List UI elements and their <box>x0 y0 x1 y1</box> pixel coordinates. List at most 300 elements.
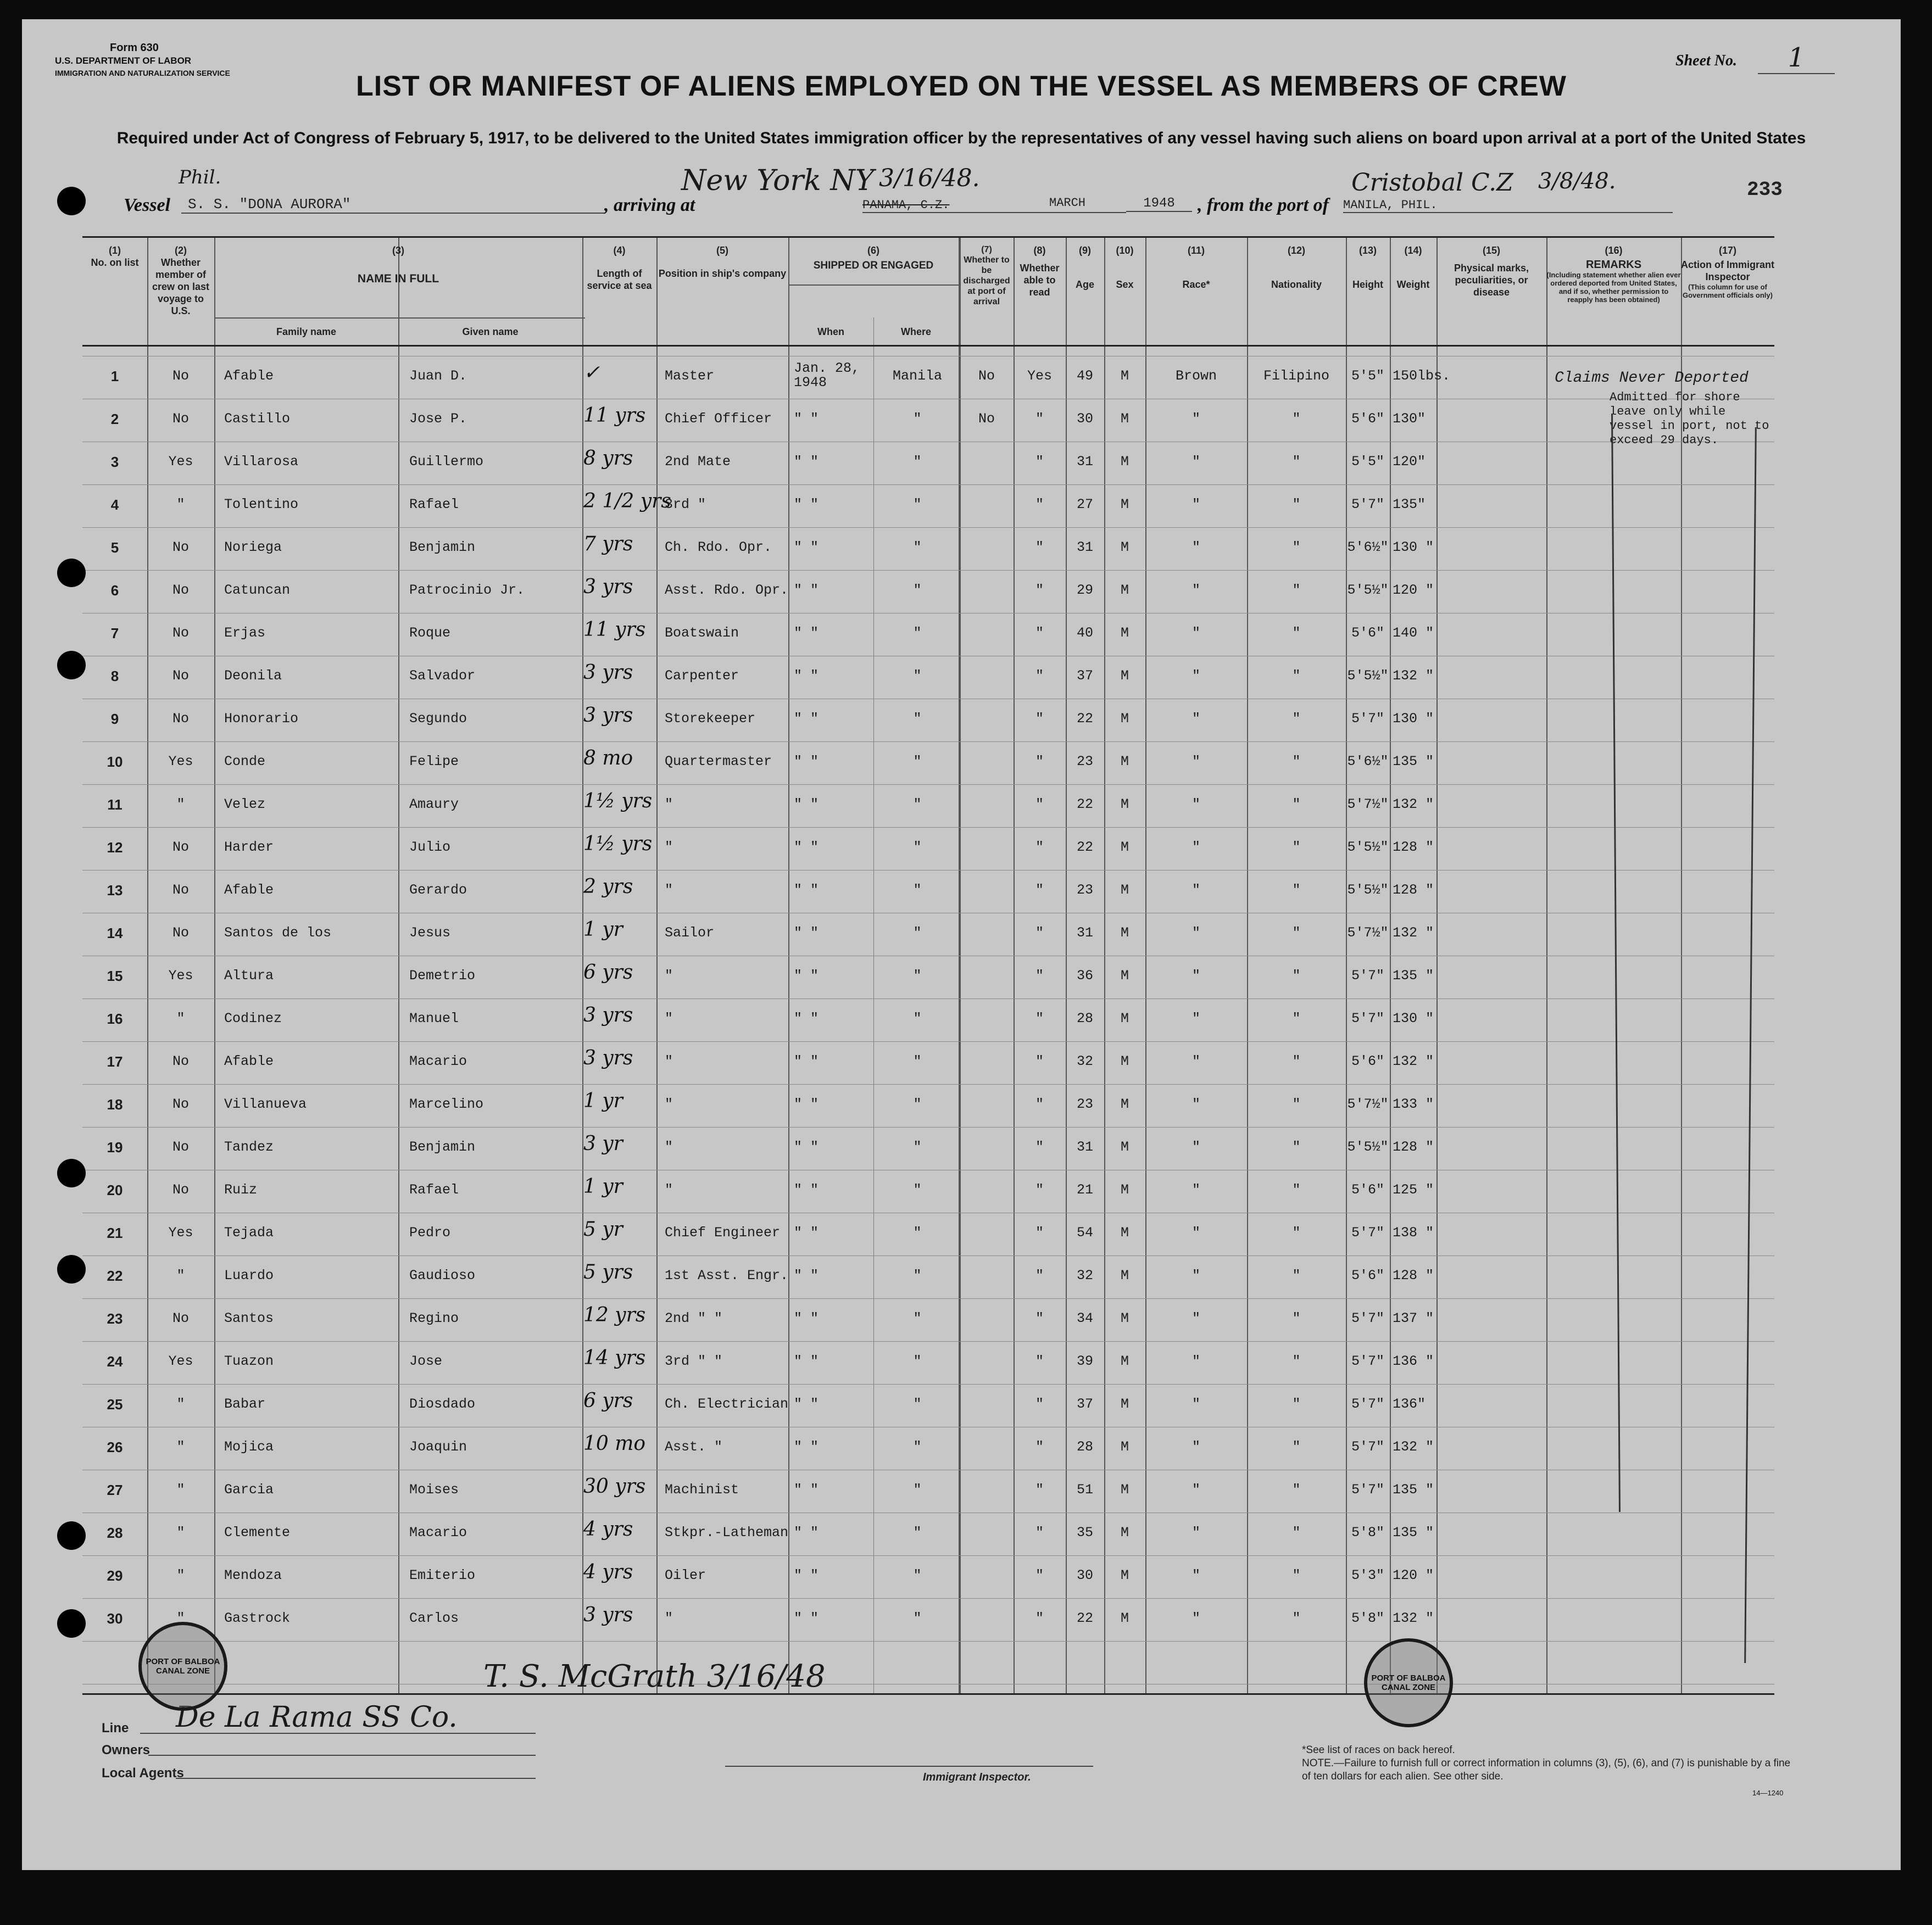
table-row <box>82 1384 1774 1427</box>
cell-nat: " <box>1292 796 1301 812</box>
cell-weight: 135 " <box>1393 1525 1434 1541</box>
cell-family: Deonila <box>224 668 282 684</box>
col-9-label: Age <box>1075 279 1094 290</box>
cell-prev: " <box>176 1396 185 1412</box>
table-row <box>82 656 1774 699</box>
cell-svc: 11 yrs <box>583 404 646 427</box>
cell-read: " <box>1035 454 1044 470</box>
cell-pos: Asst. " <box>665 1439 723 1455</box>
arrival-year: 1948 <box>1126 196 1192 212</box>
cell-where: " <box>913 1096 922 1112</box>
arrival-date-hand: 3/16/48. <box>879 164 980 192</box>
department-name: U.S. DEPARTMENT OF LABOR <box>55 55 192 66</box>
cell-given: Demetrio <box>409 968 476 984</box>
cell-given: Juan D. <box>409 368 467 384</box>
cell-height: 5'8" <box>1351 1610 1384 1626</box>
cell-nat: " <box>1292 1268 1301 1284</box>
cell-read: " <box>1035 539 1044 555</box>
cell-weight: 138 " <box>1393 1225 1434 1241</box>
col-12-label: Nationality <box>1271 279 1322 290</box>
cell-weight: 130 " <box>1393 1011 1434 1026</box>
cell-family: Ruiz <box>224 1182 258 1198</box>
table-row <box>82 527 1774 570</box>
cell-family: Mendoza <box>224 1567 282 1583</box>
cell-prev: No <box>172 668 189 684</box>
col-16-number: (16) <box>1605 245 1623 256</box>
cell-when: Jan. 28, 1948 <box>794 360 860 390</box>
cell-where: " <box>913 1525 922 1541</box>
cell-svc: 6 yrs <box>583 961 633 984</box>
cell-given: Regino <box>409 1310 459 1326</box>
cell-pos: Oiler <box>665 1567 706 1583</box>
cell-nat: " <box>1292 1525 1301 1541</box>
cell-height: 5'5½" <box>1347 839 1389 855</box>
cell-when: " " <box>794 1482 819 1498</box>
cell-given: Felipe <box>409 754 459 769</box>
cell-read: " <box>1035 582 1044 598</box>
arriving-label: , arriving at <box>604 195 695 215</box>
cell-pos: Ch. Electrician <box>665 1396 789 1412</box>
cell-family: Luardo <box>224 1268 274 1284</box>
cell-read: " <box>1035 1182 1044 1198</box>
cell-age: 31 <box>1076 925 1093 941</box>
cell-sex: M <box>1120 496 1129 512</box>
cell-where: " <box>913 1139 922 1155</box>
cell-read: " <box>1035 839 1044 855</box>
cell-prev: No <box>172 1053 189 1069</box>
cell-race: " <box>1192 1396 1200 1412</box>
cell-height: 5'7" <box>1351 1310 1384 1326</box>
cell-sex: M <box>1120 1482 1129 1498</box>
table-row <box>82 570 1774 613</box>
cell-nat: " <box>1292 882 1301 898</box>
cell-prev: Yes <box>168 454 193 470</box>
cell-age: 28 <box>1076 1011 1093 1026</box>
cell-weight: 130 " <box>1393 711 1434 727</box>
cell-given: Moises <box>409 1482 459 1498</box>
cell-when: " " <box>794 1268 819 1284</box>
cell-svc: 8 mo <box>583 747 633 769</box>
col-16-note: (Including statement whether alien ever ordered deported from United States, and if so, whether permission to reapply has been obtained) <box>1546 271 1681 304</box>
cell-height: 5'5½" <box>1347 1139 1389 1155</box>
owners-underline <box>148 1755 536 1756</box>
col-6-when-header: When <box>817 326 844 337</box>
cell-given: Rafael <box>409 496 459 512</box>
cell-disch: No <box>978 368 995 384</box>
cell-no: 23 <box>107 1310 123 1327</box>
cell-height: 5'7½" <box>1347 925 1389 941</box>
cell-family: Catuncan <box>224 582 291 598</box>
cell-nat: " <box>1292 1225 1301 1241</box>
cell-weight: 136" <box>1393 1396 1426 1412</box>
cell-no: 6 <box>110 582 119 599</box>
cell-family: Noriega <box>224 539 282 555</box>
inspector-label: Immigrant Inspector. <box>923 1771 1031 1783</box>
cell-no: 25 <box>107 1396 123 1413</box>
cell-where: " <box>913 1610 922 1626</box>
cell-given: Roque <box>409 625 451 641</box>
cell-prev: No <box>172 1096 189 1112</box>
cell-svc: 4 yrs <box>583 1561 633 1583</box>
cell-sex: M <box>1120 1011 1129 1026</box>
cell-height: 5'6" <box>1351 1268 1384 1284</box>
table-row <box>82 784 1774 827</box>
sheet-no-value: 1 <box>1758 42 1835 74</box>
col-11-label: Race* <box>1182 279 1210 290</box>
cell-given: Benjamin <box>409 1139 476 1155</box>
punch-hole <box>57 1609 86 1638</box>
cell-given: Jesus <box>409 925 451 941</box>
col-5-number: (5) <box>716 245 728 256</box>
cell-given: Macario <box>409 1525 467 1541</box>
punch-hole <box>57 187 86 215</box>
cell-family: Harder <box>224 839 274 855</box>
col-6-label: SHIPPED OR ENGAGED <box>813 260 934 271</box>
cell-prev: No <box>172 582 189 598</box>
cell-pos: Storekeeper <box>665 711 756 727</box>
cell-nat: " <box>1292 625 1301 641</box>
table-row <box>82 1513 1774 1555</box>
cell-height: 5'7" <box>1351 1225 1384 1241</box>
remarks-typed: Admitted for shore leave only while vessel in port, not to exceed 29 days. <box>1610 390 1769 447</box>
cell-no: 29 <box>107 1567 123 1584</box>
cell-no: 24 <box>107 1353 123 1370</box>
cell-pos: " <box>665 1182 673 1198</box>
cell-age: 29 <box>1076 582 1093 598</box>
cell-no: 5 <box>110 539 119 556</box>
cell-weight: 130 " <box>1393 539 1434 555</box>
cell-prev: Yes <box>168 1353 193 1369</box>
cell-weight: 135 " <box>1393 754 1434 769</box>
cell-when: " " <box>794 882 819 898</box>
cell-where: " <box>913 796 922 812</box>
cell-nat: " <box>1292 968 1301 984</box>
cell-no: 9 <box>110 711 119 727</box>
cell-weight: 120 " <box>1393 582 1434 598</box>
cell-when: " " <box>794 1396 819 1412</box>
cell-pos: 3rd " <box>665 496 706 512</box>
cell-prev: " <box>176 1482 185 1498</box>
col-4-number: (4) <box>613 245 626 256</box>
line-handwritten: De La Rama SS Co. <box>176 1701 458 1734</box>
cell-height: 5'7" <box>1351 1439 1384 1455</box>
manifest-sheet <box>22 19 1901 1870</box>
cell-age: 54 <box>1076 1225 1093 1241</box>
cell-nat: " <box>1292 1482 1301 1498</box>
cell-race: " <box>1192 1053 1200 1069</box>
cell-svc: 10 mo <box>583 1432 646 1455</box>
punch-hole <box>57 559 86 587</box>
cell-when: " " <box>794 754 819 769</box>
cell-race: " <box>1192 454 1200 470</box>
crew-table <box>82 236 1774 1695</box>
cell-weight: 125 " <box>1393 1182 1434 1198</box>
vessel-name: S. S. "DONA AURORA" <box>181 196 605 214</box>
cell-where: " <box>913 1268 922 1284</box>
cell-where: " <box>913 1396 922 1412</box>
cell-family: Honorario <box>224 711 299 727</box>
table-row <box>82 399 1774 442</box>
cell-read: " <box>1035 882 1044 898</box>
cell-race: " <box>1192 1353 1200 1369</box>
cell-svc: 5 yr <box>583 1218 623 1241</box>
cell-when: " " <box>794 711 819 727</box>
table-row <box>82 956 1774 998</box>
cell-age: 22 <box>1076 1610 1093 1626</box>
cell-pos: Master <box>665 368 715 384</box>
cell-race: " <box>1192 1225 1200 1241</box>
cell-race: " <box>1192 925 1200 941</box>
col-17-label: Action of Immigrant Inspector <box>1681 259 1774 282</box>
vessel-note: Phil. <box>179 166 221 188</box>
cell-pos: " <box>665 1011 673 1026</box>
col-10-label: Sex <box>1116 279 1134 290</box>
remarks-handwritten: Claims Never Deported <box>1555 370 1749 387</box>
cell-given: Benjamin <box>409 539 476 555</box>
cell-pos: " <box>665 839 673 855</box>
cell-race: " <box>1192 839 1200 855</box>
col-14-label: Weight <box>1396 279 1430 290</box>
row-rule <box>82 1641 1774 1642</box>
cell-given: Emiterio <box>409 1567 476 1583</box>
cell-given: Manuel <box>409 1011 459 1026</box>
col-8-label: Whether able to read <box>1020 263 1060 298</box>
cell-race: " <box>1192 968 1200 984</box>
cell-nat: " <box>1292 754 1301 769</box>
cell-where: " <box>913 411 922 427</box>
cell-age: 40 <box>1076 625 1093 641</box>
cell-when: " " <box>794 796 819 812</box>
cell-read: " <box>1035 1096 1044 1112</box>
cell-no: 16 <box>107 1011 123 1027</box>
arriving-port-hand: New York NY <box>681 164 875 197</box>
cell-weight: 128 " <box>1393 1139 1434 1155</box>
from-port-typed: MANILA, PHIL. <box>1343 198 1673 213</box>
cell-no: 21 <box>107 1225 123 1241</box>
cell-given: Segundo <box>409 711 467 727</box>
cell-prev: " <box>176 1268 185 1284</box>
col-15-number: (15) <box>1482 245 1500 256</box>
cell-age: 30 <box>1076 411 1093 427</box>
inspector-signature: T. S. McGrath 3/16/48 <box>483 1659 826 1694</box>
col-15-label: Physical marks, peculiarities, or disease <box>1454 263 1529 298</box>
cell-given: Diosdado <box>409 1396 476 1412</box>
punch-hole <box>57 1255 86 1284</box>
cell-sex: M <box>1120 754 1129 769</box>
cell-prev: Yes <box>168 754 193 769</box>
cell-svc: 30 yrs <box>583 1475 646 1498</box>
cell-family: Mojica <box>224 1439 274 1455</box>
cell-given: Jose <box>409 1353 443 1369</box>
cell-family: Santos <box>224 1310 274 1326</box>
cell-family: Garcia <box>224 1482 274 1498</box>
cell-no: 12 <box>107 839 123 856</box>
cell-family: Erjas <box>224 625 266 641</box>
table-row <box>82 870 1774 913</box>
cell-height: 5'6" <box>1351 1182 1384 1198</box>
cell-read: " <box>1035 1053 1044 1069</box>
cell-age: 30 <box>1076 1567 1093 1583</box>
cell-race: " <box>1192 1182 1200 1198</box>
cell-nat: " <box>1292 1011 1301 1026</box>
form-number: Form 630 <box>110 42 159 54</box>
cell-no: 27 <box>107 1482 123 1498</box>
table-row <box>82 1127 1774 1170</box>
cell-where: " <box>913 496 922 512</box>
cell-prev: No <box>172 1139 189 1155</box>
col-14-number: (14) <box>1404 245 1422 256</box>
cell-sex: M <box>1120 1310 1129 1326</box>
cell-weight: 130" <box>1393 411 1426 427</box>
cell-no: 17 <box>107 1053 123 1070</box>
cell-where: " <box>913 1011 922 1026</box>
cell-family: Castillo <box>224 411 291 427</box>
cell-height: 5'5½" <box>1347 582 1389 598</box>
cell-pos: " <box>665 1610 673 1626</box>
cell-age: 32 <box>1076 1268 1093 1284</box>
cell-nat: " <box>1292 454 1301 470</box>
cell-sex: M <box>1120 1567 1129 1583</box>
cell-where: " <box>913 668 922 684</box>
cell-family: Altura <box>224 968 274 984</box>
cell-svc: 1½ yrs <box>583 833 653 855</box>
cell-sex: M <box>1120 625 1129 641</box>
cell-height: 5'6" <box>1351 1053 1384 1069</box>
cell-weight: 132 " <box>1393 1053 1434 1069</box>
cell-age: 36 <box>1076 968 1093 984</box>
col-7-label: Whether to be discharged at port of arrival <box>963 255 1010 306</box>
table-row <box>82 1256 1774 1298</box>
cell-age: 32 <box>1076 1053 1093 1069</box>
cell-when: " " <box>794 582 819 598</box>
cell-sex: M <box>1120 1525 1129 1541</box>
cell-nat: " <box>1292 711 1301 727</box>
cell-where: " <box>913 582 922 598</box>
table-row <box>82 913 1774 956</box>
cell-pos: Carpenter <box>665 668 739 684</box>
cell-nat: " <box>1292 1353 1301 1369</box>
cell-height: 5'5" <box>1351 454 1384 470</box>
cell-given: Marcelino <box>409 1096 484 1112</box>
cell-age: 27 <box>1076 496 1093 512</box>
cell-race: " <box>1192 1610 1200 1626</box>
cell-age: 22 <box>1076 839 1093 855</box>
table-row <box>82 1041 1774 1084</box>
col-13-label: Height <box>1352 279 1383 290</box>
cell-sex: M <box>1120 882 1129 898</box>
cell-where: Manila <box>892 368 942 384</box>
cell-age: 37 <box>1076 668 1093 684</box>
cell-nat: " <box>1292 1310 1301 1326</box>
cell-given: Carlos <box>409 1610 459 1626</box>
cell-weight: 132 " <box>1393 668 1434 684</box>
cell-weight: 128 " <box>1393 839 1434 855</box>
table-row <box>82 1084 1774 1127</box>
cell-prev: " <box>176 1567 185 1583</box>
cell-prev: " <box>176 1525 185 1541</box>
cell-read: " <box>1035 711 1044 727</box>
cell-read: " <box>1035 411 1044 427</box>
cell-sex: M <box>1120 1268 1129 1284</box>
cell-sex: M <box>1120 968 1129 984</box>
col-5-label: Position in ship's company <box>658 268 787 279</box>
print-code: 14—1240 <box>1752 1789 1784 1797</box>
page-code: 233 <box>1747 178 1783 201</box>
cell-race: " <box>1192 582 1200 598</box>
cell-family: Codinez <box>224 1011 282 1026</box>
cell-read: " <box>1035 496 1044 512</box>
cell-no: 26 <box>107 1439 123 1455</box>
punch-hole <box>57 651 86 679</box>
cell-age: 22 <box>1076 796 1093 812</box>
cell-height: 5'3" <box>1351 1567 1384 1583</box>
cell-sex: M <box>1120 1053 1129 1069</box>
cell-no: 3 <box>110 454 119 470</box>
cell-race: " <box>1192 1139 1200 1155</box>
cell-read: " <box>1035 1439 1044 1455</box>
cell-family: Afable <box>224 882 274 898</box>
cell-svc: 3 yrs <box>583 576 633 598</box>
cell-when: " " <box>794 668 819 684</box>
cell-where: " <box>913 1053 922 1069</box>
cell-race: " <box>1192 754 1200 769</box>
cell-read: " <box>1035 1567 1044 1583</box>
cell-no: 2 <box>110 411 119 427</box>
cell-family: Villanueva <box>224 1096 307 1112</box>
cell-age: 28 <box>1076 1439 1093 1455</box>
col-2-number: (2) <box>175 245 187 256</box>
cell-svc: 2 yrs <box>583 875 633 898</box>
cell-where: " <box>913 1182 922 1198</box>
cell-race: " <box>1192 1310 1200 1326</box>
cell-no: 4 <box>110 496 119 513</box>
cell-pos: Stkpr.-Latheman <box>665 1525 789 1541</box>
cell-nat: " <box>1292 1610 1301 1626</box>
cell-svc: 6 yrs <box>583 1390 633 1412</box>
cell-height: 5'7" <box>1351 496 1384 512</box>
cell-where: " <box>913 882 922 898</box>
cell-race: " <box>1192 1567 1200 1583</box>
cell-height: 5'7½" <box>1347 1096 1389 1112</box>
cell-age: 31 <box>1076 539 1093 555</box>
cell-pos: Machinist <box>665 1482 739 1498</box>
cell-given: Amaury <box>409 796 459 812</box>
table-row <box>82 1470 1774 1513</box>
cell-svc: 1 yr <box>583 918 623 941</box>
cell-where: " <box>913 711 922 727</box>
table-row <box>82 442 1774 484</box>
cell-no: 8 <box>110 668 119 684</box>
cell-pos: Chief Engineer <box>665 1225 781 1241</box>
cell-given: Jose P. <box>409 411 467 427</box>
cell-no: 18 <box>107 1096 123 1113</box>
cell-prev: No <box>172 839 189 855</box>
cell-pos: Chief Officer <box>665 411 772 427</box>
cell-pos: " <box>665 1139 673 1155</box>
cell-weight: 135" <box>1393 496 1426 512</box>
cell-age: 35 <box>1076 1525 1093 1541</box>
cell-height: 5'5½" <box>1347 668 1389 684</box>
from-date-hand: 3/8/48. <box>1538 169 1616 194</box>
col-2-label: Whether member of crew on last voyage to U.S. <box>152 257 210 316</box>
table-row <box>82 613 1774 656</box>
owners-label: Owners <box>102 1743 151 1757</box>
cell-weight: 120 " <box>1393 1567 1434 1583</box>
cell-weight: 135 " <box>1393 1482 1434 1498</box>
cell-read: " <box>1035 968 1044 984</box>
arrival-month: MARCH <box>1049 196 1086 210</box>
cell-pos: Sailor <box>665 925 715 941</box>
